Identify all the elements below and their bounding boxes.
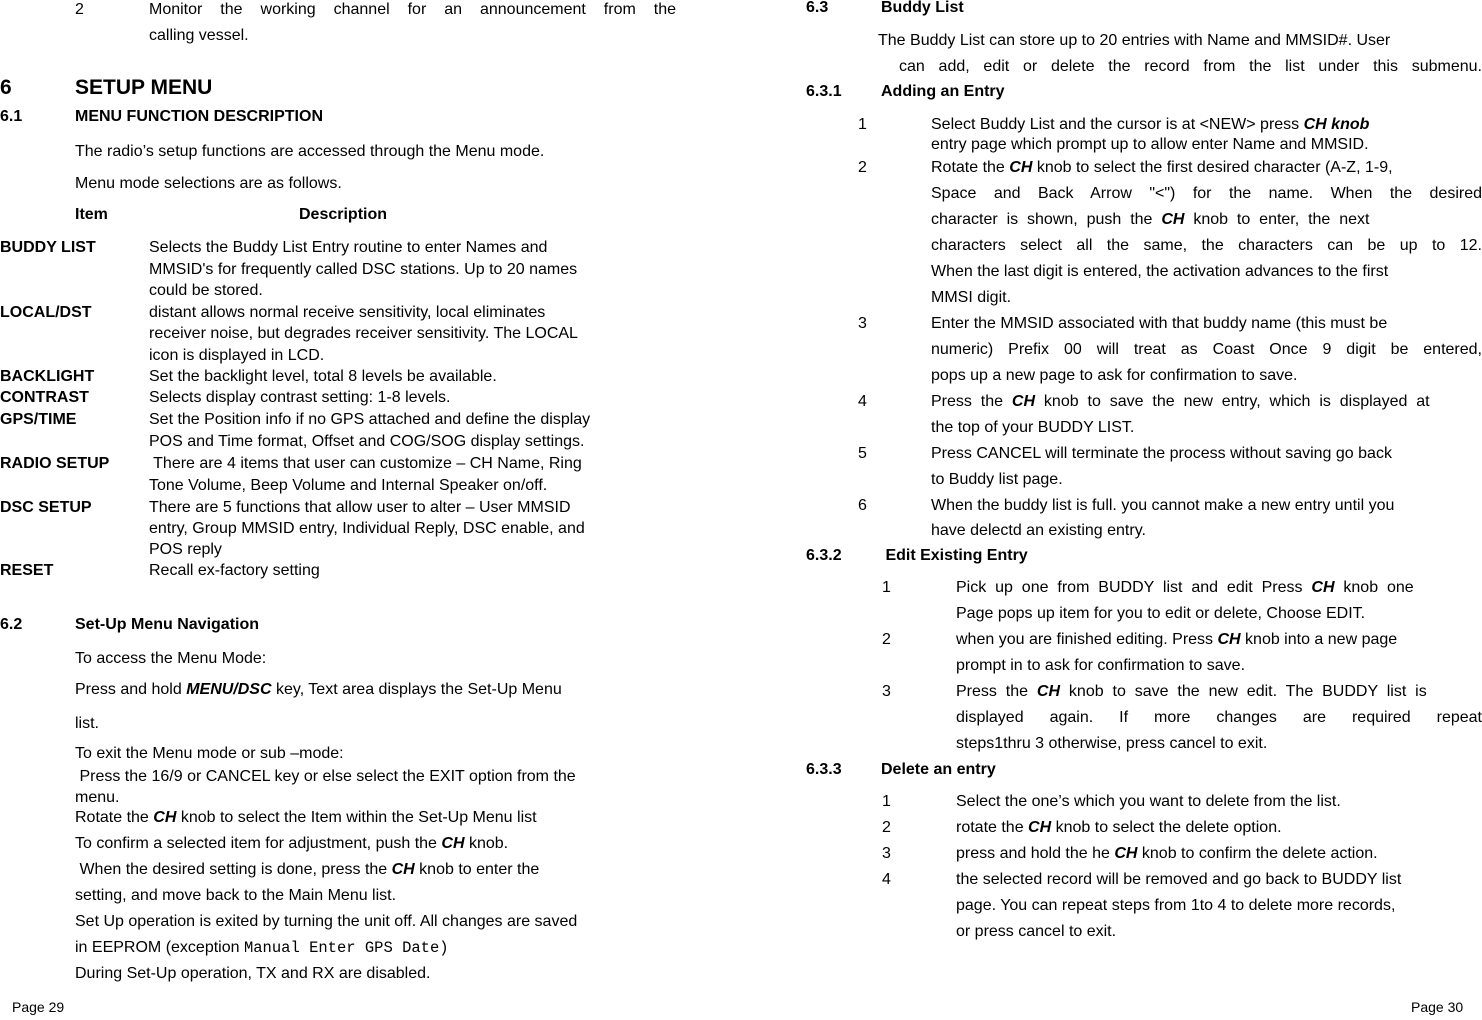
menu-item-name: GPS/TIME <box>0 411 77 428</box>
step-text: When the buddy list is full. you cannot make a new entry until you <box>931 497 1395 514</box>
menu-item-desc: Set the Position info if no GPS attached and define the display <box>149 411 591 428</box>
nav-text: To access the Menu Mode: <box>75 650 267 667</box>
step-text: pops up a new page to ask for confirmation to save. <box>931 367 1298 384</box>
step-number: 4 <box>858 393 867 410</box>
body-text: can add, edit or delete the record from the list under this submenu. <box>899 58 1482 75</box>
menu-item-name: BUDDY LIST <box>0 239 96 256</box>
page-number: Page 30 <box>1411 999 1464 1015</box>
nav-text: When the desired setting is done, press the CH knob to enter the <box>75 861 540 878</box>
step-text-continued: calling vessel. <box>149 27 249 44</box>
subsection-title: Set-Up Menu Navigation <box>75 616 260 633</box>
nav-text: To exit the Menu mode or sub –mode: <box>75 745 344 762</box>
step-text: to Buddy list page. <box>931 471 1063 488</box>
menu-item-desc: There are 5 functions that allow user to alter – User MMSID <box>149 499 571 516</box>
subsection-title: MENU FUNCTION DESCRIPTION <box>75 108 323 125</box>
menu-item-desc: receiver noise, but degrades receiver sensitivity. The LOCAL <box>149 325 578 342</box>
nav-text: Rotate the CH knob to select the Item within the Set-Up Menu list <box>75 809 537 826</box>
step-text: Page pops up item for you to edit or delete, Choose EDIT. <box>956 605 1366 622</box>
nav-text: During Set-Up operation, TX and RX are disabled. <box>75 965 431 982</box>
step-text: Space and Back Arrow "<") for the name. When the desired <box>931 185 1482 202</box>
step-text: Enter the MMSID associated with that buddy name (this must be <box>931 315 1388 332</box>
step-text: Monitor the working channel for an announcement from the <box>149 1 676 18</box>
step-number: 5 <box>858 445 867 462</box>
intro-text: The radio’s setup functions are accessed through the Menu mode. <box>75 143 545 160</box>
step-text: rotate the CH knob to select the delete option. <box>956 819 1282 836</box>
menu-item-desc: icon is displayed in LCD. <box>149 347 325 364</box>
step-text: MMSI digit. <box>931 289 1012 306</box>
subsection-title: Delete an entry <box>881 761 996 778</box>
step-text: Select the one’s which you want to delete from the list. <box>956 793 1341 810</box>
menu-item-desc: Tone Volume, Beep Volume and Internal Speaker on/off. <box>149 477 548 494</box>
step-number: 6 <box>858 497 867 514</box>
nav-text: Set Up operation is exited by turning the unit off. All changes are saved <box>75 913 578 930</box>
nav-text: list. <box>75 715 99 732</box>
menu-item-name: RADIO SETUP <box>0 455 110 472</box>
step-text: when you are finished editing. Press CH knob into a new page <box>956 631 1398 648</box>
step-number: 2 <box>75 1 84 18</box>
subsection-title: Edit Existing Entry <box>881 547 1028 564</box>
intro-text: Menu mode selections are as follows. <box>75 175 342 192</box>
step-number: 2 <box>858 159 867 176</box>
column-header-description: Description <box>299 206 388 223</box>
step-text: prompt in to ask for confirmation to save. <box>956 657 1246 674</box>
step-text: the selected record will be removed and go back to BUDDY list <box>956 871 1402 888</box>
step-text: numeric) Prefix 00 will treat as Coast Once 9 digit be entered, <box>931 341 1482 358</box>
menu-item-name: CONTRAST <box>0 389 89 406</box>
section-number: 6 <box>0 76 12 99</box>
subsection-title: Adding an Entry <box>881 83 1005 100</box>
menu-item-desc: Selects the Buddy List Entry routine to enter Names and <box>149 239 548 256</box>
subsection-number: 6.3 <box>806 0 829 16</box>
step-number: 1 <box>882 793 891 810</box>
menu-item-name: LOCAL/DST <box>0 304 92 321</box>
step-text: the top of your BUDDY LIST. <box>931 419 1135 436</box>
nav-text: To confirm a selected item for adjustment, push the CH knob. <box>75 835 509 852</box>
menu-item-desc: MMSID's for frequently called DSC stations. Up to 20 names <box>149 261 578 278</box>
step-text: Pick up one from BUDDY list and edit Press CH knob one <box>956 579 1414 596</box>
step-text: characters select all the same, the characters can be up to 12. <box>931 237 1482 254</box>
menu-item-desc: Recall ex-factory setting <box>149 562 320 579</box>
menu-item-name: BACKLIGHT <box>0 368 95 385</box>
step-number: 4 <box>882 871 891 888</box>
body-text: The Buddy List can store up to 20 entries with Name and MMSID#. User <box>878 32 1391 49</box>
step-number: 1 <box>858 116 867 133</box>
step-number: 2 <box>882 631 891 648</box>
step-number: 2 <box>882 819 891 836</box>
subsection-number: 6.2 <box>0 616 23 633</box>
step-text: page. You can repeat steps from 1to 4 to delete more records, <box>956 897 1396 914</box>
subsection-number: 6.3.1 <box>806 83 842 100</box>
menu-item-desc: There are 4 items that user can customize – CH Name, Ring <box>149 455 582 472</box>
step-text: character is shown, push the CH knob to enter, the next <box>931 211 1370 228</box>
nav-text: setting, and move back to the Main Menu list. <box>75 887 397 904</box>
step-text: steps1thru 3 otherwise, press cancel to exit. <box>956 735 1268 752</box>
step-text: Press the CH knob to save the new edit. The BUDDY list is <box>956 683 1427 700</box>
menu-item-name: RESET <box>0 562 54 579</box>
step-text: or press cancel to exit. <box>956 923 1117 940</box>
subsection-number: 6.3.2 <box>806 547 842 564</box>
step-text: press and hold the he CH knob to confirm the delete action. <box>956 845 1378 862</box>
step-text: When the last digit is entered, the activation advances to the first <box>931 263 1389 280</box>
nav-text: menu. <box>75 789 120 806</box>
step-text: entry page which prompt up to allow enter Name and MMSID. <box>931 136 1369 153</box>
menu-item-desc: Set the backlight level, total 8 levels be available. <box>149 368 497 385</box>
step-text: Select Buddy List and the cursor is at <NEW> press CH knob <box>931 116 1370 133</box>
subsection-title: Buddy List <box>881 0 964 16</box>
column-header-item: Item <box>75 206 108 223</box>
step-text: Press the CH knob to save the new entry, which is displayed at <box>931 393 1430 410</box>
step-number: 3 <box>858 315 867 332</box>
menu-item-desc: entry, Group MMSID entry, Individual Reply, DSC enable, and <box>149 520 585 537</box>
nav-text: Press and hold MENU/DSC key, Text area displays the Set-Up Menu <box>75 681 562 698</box>
page-number: Page 29 <box>12 999 65 1015</box>
step-number: 3 <box>882 845 891 862</box>
nav-text: Press the 16/9 or CANCEL key or else select the EXIT option from the <box>75 768 576 785</box>
menu-item-desc: POS reply <box>149 541 222 558</box>
subsection-number: 6.1 <box>0 108 23 125</box>
menu-item-desc: could be stored. <box>149 282 263 299</box>
step-text: Press CANCEL will terminate the process without saving go back <box>931 445 1392 462</box>
menu-item-desc: POS and Time format, Offset and COG/SOG display settings. <box>149 433 585 450</box>
step-number: 3 <box>882 683 891 700</box>
nav-text: in EEPROM (exception Manual Enter GPS Date) <box>75 939 449 957</box>
step-text: have delectd an existing entry. <box>931 522 1146 539</box>
subsection-number: 6.3.3 <box>806 761 842 778</box>
menu-item-desc: Selects display contrast setting: 1-8 levels. <box>149 389 451 406</box>
section-title: SETUP MENU <box>75 76 213 99</box>
step-text: displayed again. If more changes are required repeat <box>956 709 1482 726</box>
menu-item-name: DSC SETUP <box>0 499 92 516</box>
step-number: 1 <box>882 579 891 596</box>
step-text: Rotate the CH knob to select the first desired character (A-Z, 1-9, <box>931 159 1393 176</box>
menu-item-desc: distant allows normal receive sensitivity, local eliminates <box>149 304 546 321</box>
